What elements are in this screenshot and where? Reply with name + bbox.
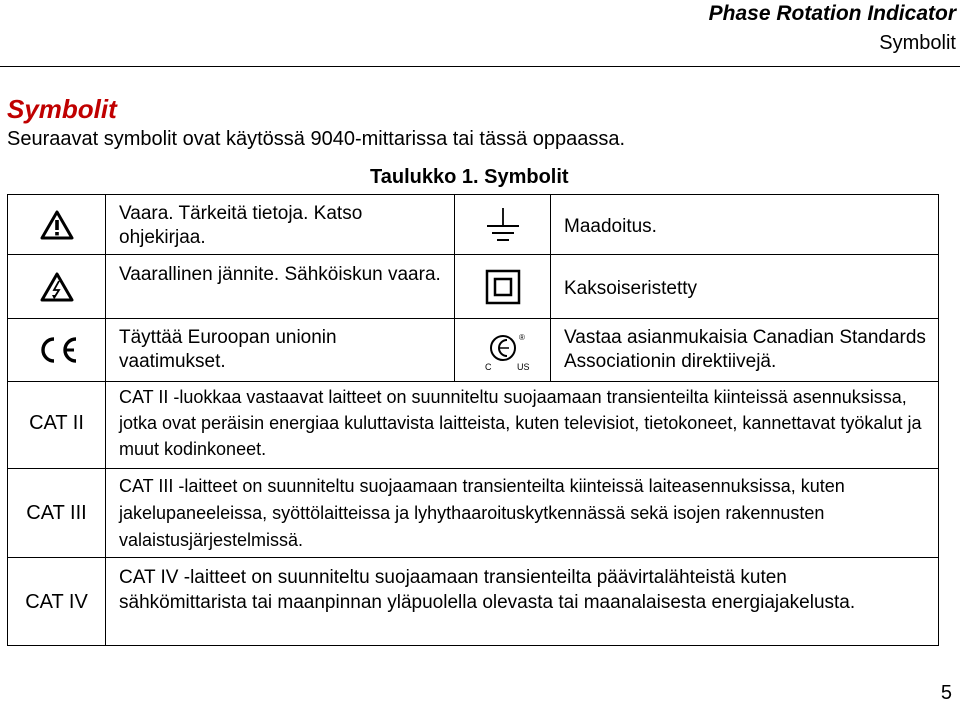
high-voltage-triangle-icon bbox=[8, 255, 105, 318]
symbols-table bbox=[7, 194, 939, 646]
ground-icon bbox=[455, 195, 550, 254]
grid-line bbox=[105, 195, 106, 645]
symbol-description: Täyttää Euroopan unionin vaatimukset. bbox=[119, 327, 337, 372]
section-title: Symbolit bbox=[7, 94, 117, 124]
running-header-title: Phase Rotation Indicator bbox=[708, 2, 956, 25]
grid-line bbox=[8, 381, 938, 382]
csa-c-label: C bbox=[484, 362, 491, 372]
cat-iii-description: CAT III -laitteet on suunniteltu suojaamaan transienteilta kiinteissä laiteasennuksissa, kuten jakelupaneeleissa, syöttölaitteissa ja lyhythaaroituskytkennässä sekä isojen rakennusten valaistusjärjestelmissä. bbox=[119, 476, 845, 550]
cat-iii-label: CAT III bbox=[26, 502, 87, 524]
cat-ii-label: CAT II bbox=[29, 412, 84, 434]
symbol-description: Vaarallinen jännite. Sähköiskun vaara. bbox=[119, 264, 441, 285]
grid-line bbox=[8, 468, 938, 469]
csa-mark-icon bbox=[455, 319, 550, 381]
table-caption: Taulukko 1. Symbolit bbox=[370, 166, 569, 188]
intro-paragraph: Seuraavat symbolit ovat käytössä 9040-mittarissa tai tässä oppaassa. bbox=[7, 128, 626, 150]
grid-line bbox=[550, 195, 551, 381]
double-insulation-icon bbox=[455, 255, 550, 318]
symbol-description: Vastaa asianmukaisia Canadian Standards Associationin direktiivejä. bbox=[564, 327, 926, 372]
symbol-description: Maadoitus. bbox=[564, 216, 657, 237]
ce-mark-icon bbox=[8, 319, 105, 381]
cat-iv-description: CAT IV -laitteet on suunniteltu suojaamaan transienteilta päävirtalähteistä kuten sähkömittarista tai maanpinnan yläpuolella olevasta tai maanalaisesta energiajakelusta. bbox=[119, 567, 856, 613]
grid-line bbox=[8, 557, 938, 558]
cat-ii-description: CAT II -luokkaa vastaavat laitteet on suunniteltu suojaamaan transienteilta kiinteissä asennuksissa, jotka ovat peräisin energiaa kuluttavista laitteista, kuten televisiot, tietokoneet, kannettavat työkalut ja muut kodinkoneet. bbox=[119, 387, 922, 459]
warning-triangle-icon bbox=[8, 195, 105, 254]
symbol-description: Vaara. Tärkeitä tietoja. Katso ohjekirjaa. bbox=[119, 203, 363, 248]
csa-registered-mark: ® bbox=[518, 333, 525, 342]
cat-iv-label: CAT IV bbox=[25, 591, 88, 613]
csa-us-label: US bbox=[516, 362, 530, 372]
header-rule bbox=[0, 66, 960, 67]
page-number: 5 bbox=[940, 682, 952, 703]
symbol-description: Kaksoiseristetty bbox=[564, 278, 698, 299]
running-header-subtitle: Symbolit bbox=[879, 32, 956, 54]
